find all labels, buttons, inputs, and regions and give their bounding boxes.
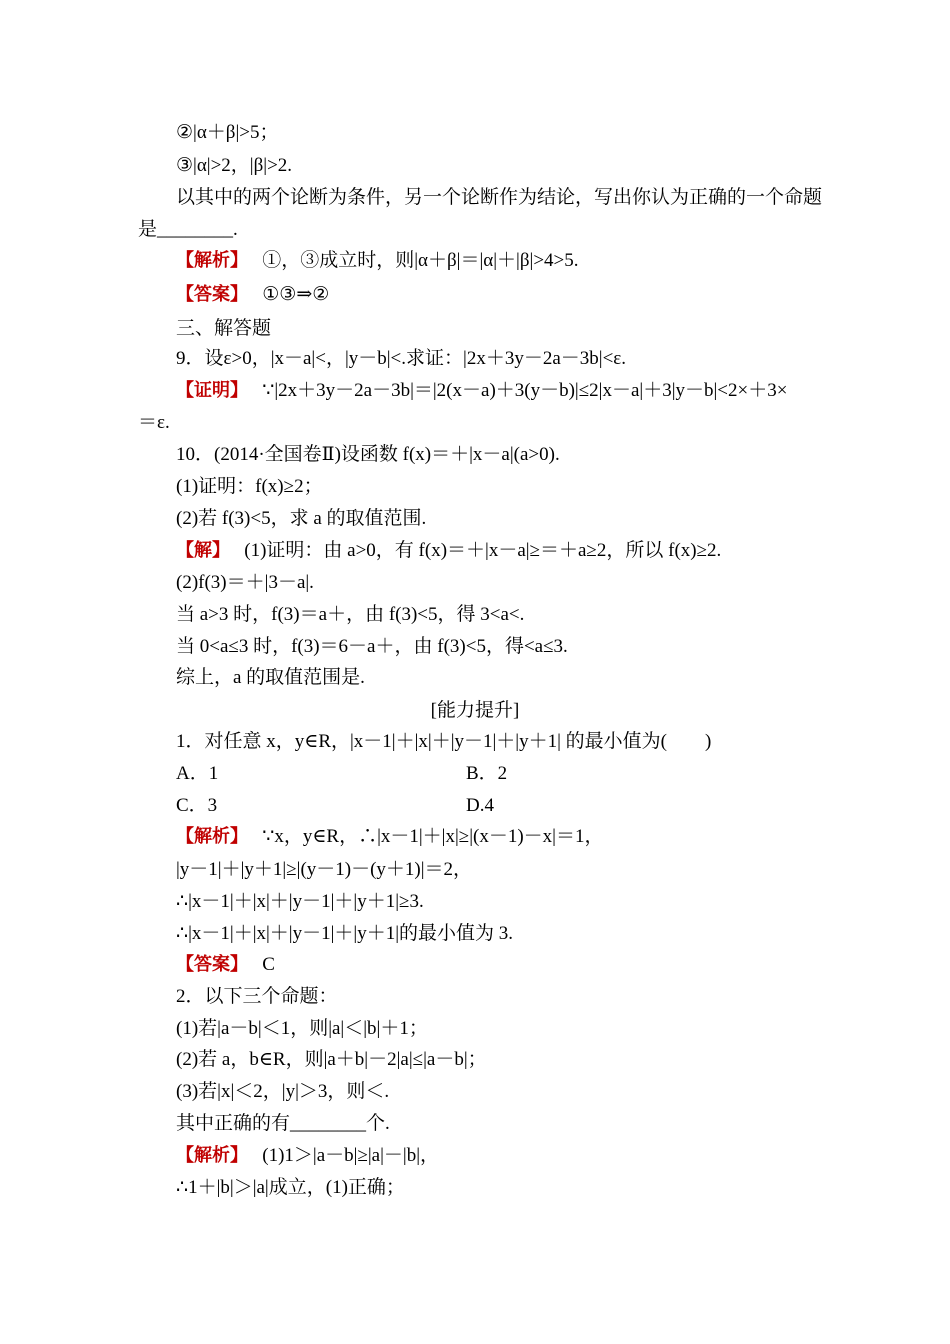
- problem-9: 9．设ε>0，|x－a|<，|y－b|<.求证：|2x＋3y－2a－3b|<ε.: [176, 348, 627, 369]
- solution-line-4: 当 0<a≤3 时，f(3)＝6－a＋，由 f(3)<5，得<a≤3.: [176, 636, 568, 657]
- section-title-ability: [能力提升]: [430, 700, 520, 721]
- analysis-line: 【解析】 ①，③成立时，则|α＋β|＝|α|＋|β|>4>5.: [176, 250, 579, 271]
- problem-10-part-1: (1)证明：f(x)≥2；: [176, 476, 323, 497]
- problem-10-part-2: (2)若 f(3)<5，求 a 的取值范围.: [176, 508, 427, 529]
- question-1: 1．对任意 x，y∈R，|x－1|＋|x|＋|y－1|＋|y＋1| 的最小值为( ): [176, 731, 712, 752]
- problem-10: 10．(2014·全国卷Ⅱ)设函数 f(x)＝＋|x－a|(a>0).: [176, 444, 560, 465]
- analysis-line-q2: 【解析】 (1)1＞|a－b|≥|a|－|b|，: [176, 1145, 440, 1166]
- question-2-prompt: 其中正确的有________个.: [176, 1113, 390, 1134]
- analysis-tag: 【解析】: [176, 250, 248, 271]
- question-2: 2．以下三个命题：: [176, 986, 338, 1007]
- proof-line: 【证明】 ∵|2x＋3y－2a－3b|＝|2(x－a)＋3(y－b)|≤2|x－a|＋3|y－b|<2×＋3×: [176, 380, 788, 401]
- proof-line-cont: ＝ε.: [138, 412, 170, 433]
- proposition-2: (2)若 a，b∈R，则|a＋b|－2|a|≤|a－b|；: [176, 1049, 487, 1070]
- solution-line-2: (2)f(3)＝＋|3－a|.: [176, 572, 314, 593]
- option-c: C．3: [176, 795, 218, 816]
- statement-2: ②|α＋β|>5；: [176, 122, 279, 143]
- analysis-tag-q2: 【解析】: [176, 1145, 248, 1166]
- proof-tag: 【证明】: [176, 380, 248, 401]
- solution-tag: 【解】: [176, 540, 230, 561]
- answer-tag-q1: 【答案】: [176, 954, 248, 975]
- proposition-3: (3)若|x|＜2，|y|＞3，则＜.: [176, 1081, 390, 1102]
- analysis-line-q1-3: ∴|x－1|＋|x|＋|y－1|＋|y＋1|≥3.: [176, 891, 424, 912]
- option-b: B．2: [466, 763, 508, 784]
- analysis-line-q1: 【解析】 ∵x，y∈R，∴|x－1|＋|x|≥|(x－1)－x|＝1，: [176, 826, 604, 847]
- proposition-1: (1)若|a－b|＜1，则|a|＜|b|＋1；: [176, 1018, 428, 1039]
- answer-line: 【答案】 ①③⇒②: [176, 284, 330, 305]
- option-d: D.4: [466, 795, 494, 816]
- option-a: A．1: [176, 763, 219, 784]
- answer-tag: 【答案】: [176, 284, 248, 305]
- section-heading: 三、解答题: [176, 318, 272, 339]
- solution-line: 【解】 (1)证明：由 a>0，有 f(x)＝＋|x－a|≥＝＋a≥2，所以 f(x)≥2.: [176, 540, 722, 561]
- analysis-tag-q1: 【解析】: [176, 826, 248, 847]
- problem-text-cont: 是________.: [138, 219, 238, 240]
- analysis-line-q1-2: |y－1|＋|y＋1|≥|(y－1)－(y＋1)|＝2，: [176, 859, 473, 880]
- analysis-line-q1-4: ∴|x－1|＋|x|＋|y－1|＋|y＋1|的最小值为 3.: [176, 923, 514, 944]
- answer-line-q1: 【答案】 C: [176, 954, 275, 975]
- statement-3: ③|α|>2，|β|>2.: [176, 155, 293, 176]
- analysis-line-q2-2: ∴1＋|b|＞|a|成立，(1)正确；: [176, 1177, 405, 1198]
- problem-text: 以其中的两个论断为条件，另一个论断作为结论，写出你认为正确的一个命题: [176, 187, 823, 208]
- solution-line-5: 综上，a 的取值范围是.: [176, 667, 365, 688]
- solution-line-3: 当 a>3 时，f(3)＝a＋，由 f(3)<5，得 3<a<.: [176, 604, 525, 625]
